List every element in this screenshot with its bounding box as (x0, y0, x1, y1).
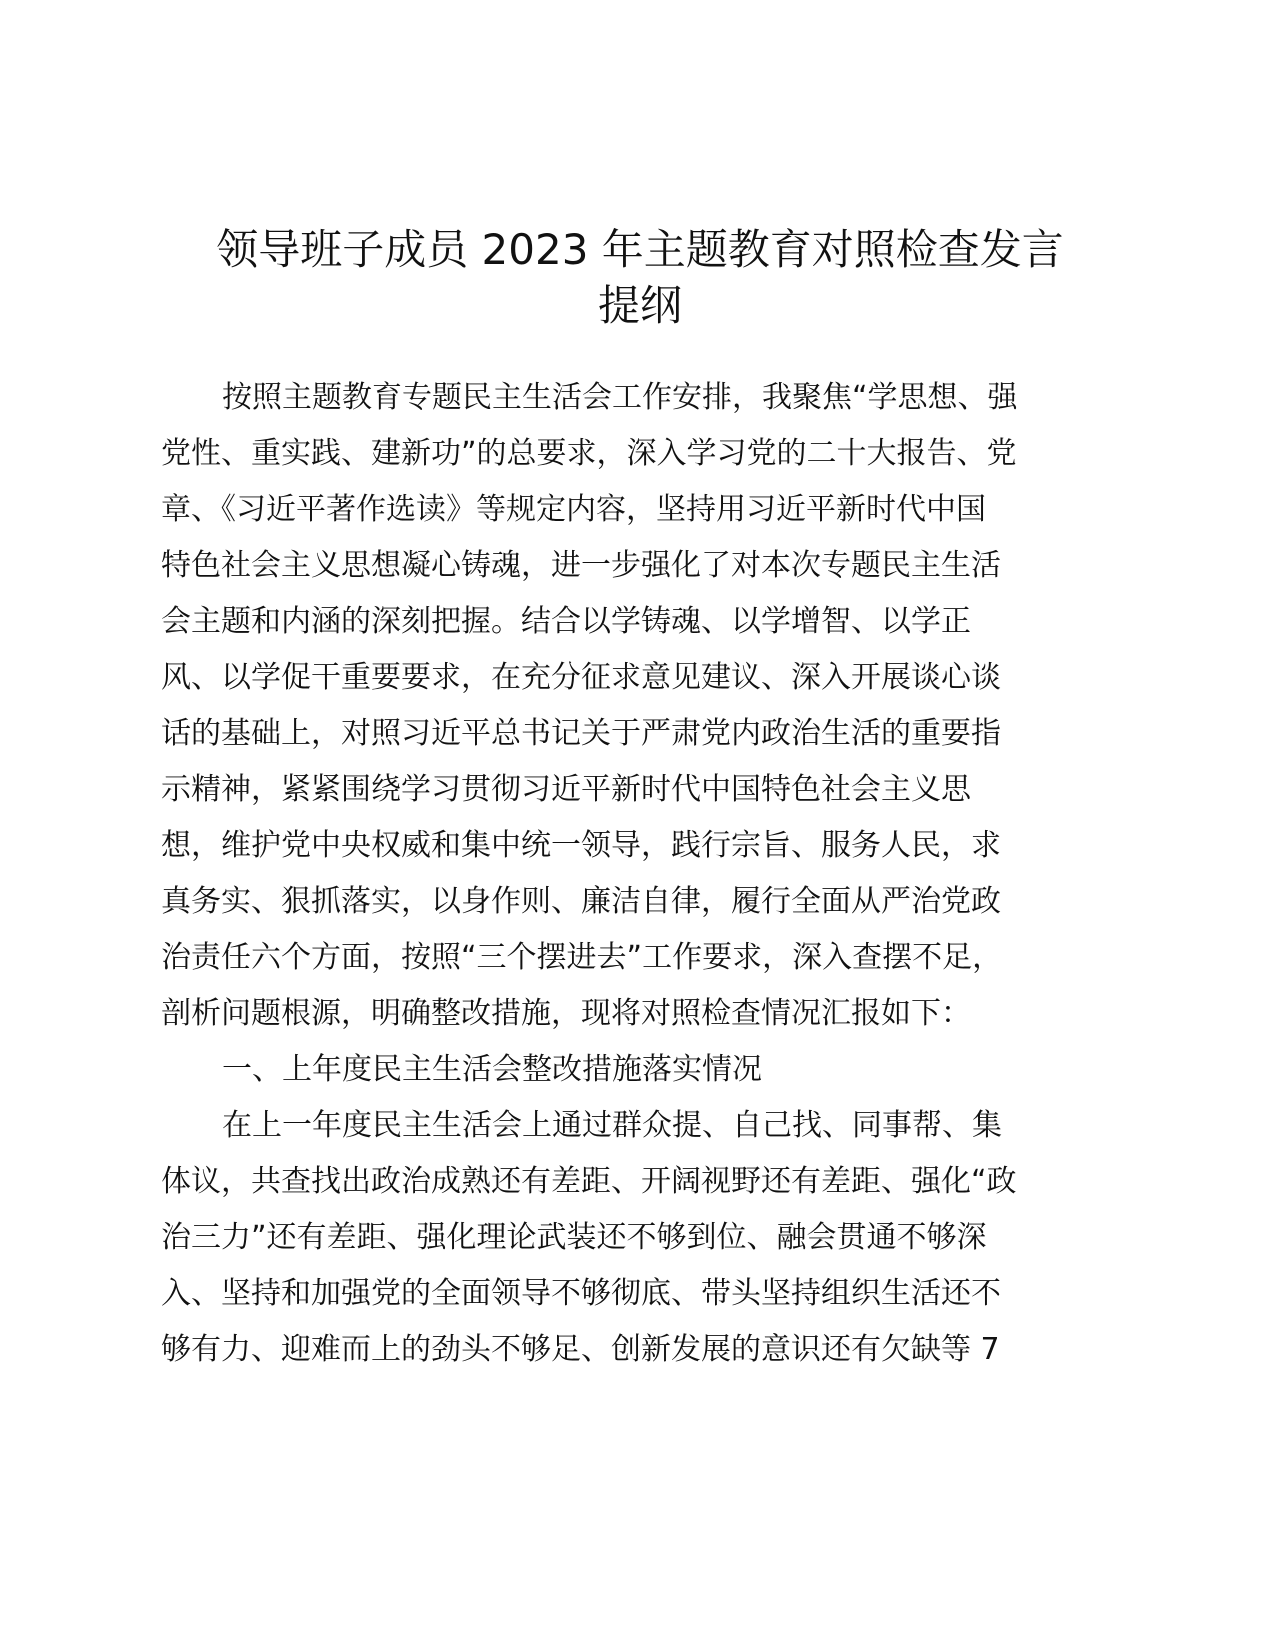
text-line: 示精神，紧紧围绕学习贯彻习近平新时代中国特色社会主义思 (161, 772, 971, 807)
page-title (160, 222, 1120, 334)
text-line: 想，维护党中央权威和集中统一领导，践行宗旨、服务人民，求 (161, 828, 1001, 863)
title-line: 领导班子成员 2023 年主题教育对照检查发言 (216, 225, 1064, 274)
text-line: 特色社会主义思想凝心铸魂，进一步强化了对本次专题民主生活 (161, 548, 1001, 583)
text-line: 真务实、狠抓落实，以身作则、廉洁自律，履行全面从严治党政 (161, 884, 1001, 919)
text-line: 在上一年度民主生活会上通过群众提、自己找、同事帮、集 (222, 1108, 1002, 1143)
text-line: 够有力、迎难而上的劲头不够足、创新发展的意识还有欠缺等 7 (161, 1332, 1000, 1367)
title-line: 提纲 (597, 281, 682, 330)
text-line: 体议，共查找出政治成熟还有差距、开阔视野还有差距、强化“政 (161, 1164, 1017, 1199)
text-line: 剖析问题根源，明确整改措施，现将对照检查情况汇报如下： (161, 996, 971, 1031)
text-line: 按照主题教育专题民主生活会工作安排，我聚焦“学思想、强 (222, 380, 1018, 415)
text-line: 章、《习近平著作选读》等规定内容，坚持用习近平新时代中国 (161, 492, 986, 527)
document-body (161, 370, 1076, 1378)
text-line: 入、坚持和加强党的全面领导不够彻底、带头坚持组织生活还不 (161, 1276, 1001, 1311)
text-line: 党性、重实践、建新功”的总要求，深入学习党的二十大报告、党 (161, 436, 1017, 471)
text-line: 话的基础上，对照习近平总书记关于严肃党内政治生活的重要指 (161, 716, 1001, 751)
text-line: 治责任六个方面，按照“三个摆进去”工作要求，深入查摆不足， (161, 940, 1003, 975)
paragraph-intro (161, 370, 1076, 1042)
text-line: 会主题和内涵的深刻把握。结合以学铸魂、以学增智、以学正 (161, 604, 971, 639)
text-line: 风、以学促干重要要求，在充分征求意见建议、深入开展谈心谈 (161, 660, 1001, 695)
section-heading: 一、上年度民主生活会整改措施落实情况 (222, 1052, 762, 1087)
paragraph-rectification (161, 1098, 1076, 1378)
text-line: 治三力”还有差距、强化理论武装还不够到位、融会贯通不够深 (161, 1220, 987, 1255)
